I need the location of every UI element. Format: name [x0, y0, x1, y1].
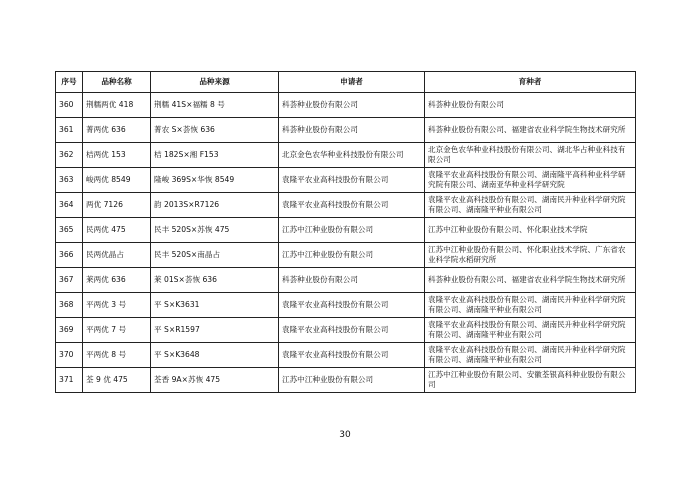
- header-breeder: 育种者: [425, 72, 636, 93]
- breeder-cell: 科荟种业股份有限公司、福建省农业科学院生物技术研究所: [425, 118, 636, 143]
- applicant-cell: 科荟种业股份有限公司: [279, 93, 425, 118]
- breeder-cell: 袁隆平农业高科技股份有限公司、湖南民升种业科学研究院有限公司、湖南隆平种业有限公司: [425, 293, 636, 318]
- breeder-cell: 北京金色农华种业科技股份有限公司、湖北华占种业科技有限公司: [425, 143, 636, 168]
- applicant-cell: 江苏中江种业股份有限公司: [279, 368, 425, 393]
- applicant-cell: 江苏中江种业股份有限公司: [279, 218, 425, 243]
- variety-name-cell: 平两优 8 号: [83, 343, 151, 368]
- header-no: 序号: [56, 72, 83, 93]
- variety-name-cell: 峻两优 8549: [83, 168, 151, 193]
- row-no-cell: 370: [56, 343, 83, 368]
- variety-source-cell: 荆糯 41S×福糯 8 号: [151, 93, 279, 118]
- breeder-cell: 江苏中江种业股份有限公司、怀化职业技术学院: [425, 218, 636, 243]
- variety-source-cell: 平 S×K3648: [151, 343, 279, 368]
- table-row: [56, 343, 636, 368]
- breeder-cell: 江苏中江种业股份有限公司、怀化职业技术学院、广东省农业科学院水稻研究所: [425, 243, 636, 268]
- table-row: [56, 268, 636, 293]
- row-no-cell: 364: [56, 193, 83, 218]
- table-row: [56, 93, 636, 118]
- header-variety-name: 品种名称: [83, 72, 151, 93]
- applicant-cell: 科荟种业股份有限公司: [279, 118, 425, 143]
- table-row: [56, 168, 636, 193]
- breeder-cell: 袁隆平农业高科技股份有限公司、湖南隆平高科种业科学研究院有限公司、湖南亚华种业科学研究院: [425, 168, 636, 193]
- variety-source-cell: 隆峻 369S×华恢 8549: [151, 168, 279, 193]
- variety-name-cell: 荃 9 优 475: [83, 368, 151, 393]
- table-row: [56, 368, 636, 393]
- table-row: [56, 118, 636, 143]
- variety-source-cell: 荃香 9A×苏恢 475: [151, 368, 279, 393]
- table-row: [56, 293, 636, 318]
- header-variety-source: 品种来源: [151, 72, 279, 93]
- page-number: 30: [339, 430, 351, 440]
- breeder-cell: 袁隆平农业高科技股份有限公司、湖南民升种业科学研究院有限公司、湖南隆平种业有限公司: [425, 193, 636, 218]
- breeder-cell: 科荟种业股份有限公司、福建省农业科学院生物技术研究所: [425, 268, 636, 293]
- variety-name-cell: 桔两优 153: [83, 143, 151, 168]
- header-applicant: 申请者: [279, 72, 425, 93]
- variety-name-cell: 民两优 475: [83, 218, 151, 243]
- variety-name-cell: 菁两优 636: [83, 118, 151, 143]
- variety-name-cell: 平两优 3 号: [83, 293, 151, 318]
- row-no-cell: 368: [56, 293, 83, 318]
- applicant-cell: 袁隆平农业高科技股份有限公司: [279, 343, 425, 368]
- table-row: [56, 318, 636, 343]
- row-no-cell: 363: [56, 168, 83, 193]
- applicant-cell: 袁隆平农业高科技股份有限公司: [279, 293, 425, 318]
- row-no-cell: 361: [56, 118, 83, 143]
- variety-source-cell: 民丰 520S×南晶占: [151, 243, 279, 268]
- variety-name-cell: 民两优晶占: [83, 243, 151, 268]
- applicant-cell: 北京金色农华种业科技股份有限公司: [279, 143, 425, 168]
- table-body: [56, 93, 636, 393]
- variety-source-cell: 韵 2013S×R7126: [151, 193, 279, 218]
- row-no-cell: 369: [56, 318, 83, 343]
- row-no-cell: 366: [56, 243, 83, 268]
- variety-name-cell: 两优 7126: [83, 193, 151, 218]
- applicant-cell: 袁隆平农业高科技股份有限公司: [279, 168, 425, 193]
- variety-table: [55, 71, 636, 393]
- applicant-cell: 袁隆平农业高科技股份有限公司: [279, 318, 425, 343]
- breeder-cell: 江苏中江种业股份有限公司、安徽荃银高科种业股份有限公司: [425, 368, 636, 393]
- variety-name-cell: 荆糯两优 418: [83, 93, 151, 118]
- row-no-cell: 371: [56, 368, 83, 393]
- row-no-cell: 365: [56, 218, 83, 243]
- breeder-cell: 袁隆平农业高科技股份有限公司、湖南民升种业科学研究院有限公司、湖南隆平种业有限公司: [425, 318, 636, 343]
- variety-source-cell: 菁农 S×荟恢 636: [151, 118, 279, 143]
- table-row: [56, 143, 636, 168]
- variety-source-cell: 平 S×K3631: [151, 293, 279, 318]
- breeder-cell: 袁隆平农业高科技股份有限公司、湖南民升种业科学研究院有限公司、湖南隆平种业有限公司: [425, 343, 636, 368]
- variety-name-cell: 莱两优 636: [83, 268, 151, 293]
- variety-source-cell: 民丰 520S×苏恢 475: [151, 218, 279, 243]
- row-no-cell: 367: [56, 268, 83, 293]
- variety-source-cell: 桔 182S×湘 F153: [151, 143, 279, 168]
- row-no-cell: 362: [56, 143, 83, 168]
- breeder-cell: 科荟种业股份有限公司: [425, 93, 636, 118]
- applicant-cell: 科荟种业股份有限公司: [279, 268, 425, 293]
- table-row: [56, 243, 636, 268]
- applicant-cell: 江苏中江种业股份有限公司: [279, 243, 425, 268]
- variety-source-cell: 平 S×R1597: [151, 318, 279, 343]
- table-row: [56, 218, 636, 243]
- table-row: [56, 193, 636, 218]
- row-no-cell: 360: [56, 93, 83, 118]
- variety-source-cell: 莱 01S×荟恢 636: [151, 268, 279, 293]
- variety-name-cell: 平两优 7 号: [83, 318, 151, 343]
- table-header-row: [56, 72, 636, 93]
- applicant-cell: 袁隆平农业高科技股份有限公司: [279, 193, 425, 218]
